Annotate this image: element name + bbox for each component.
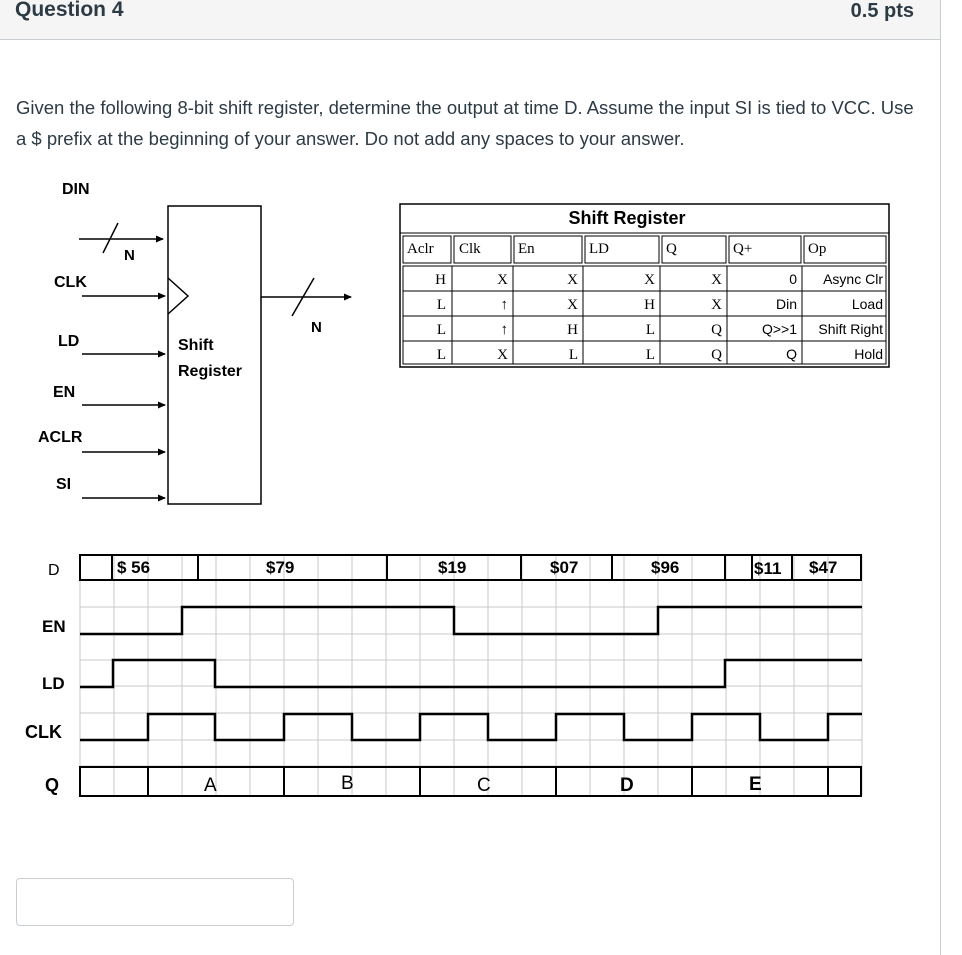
cell: L: [568, 347, 578, 363]
d-value: $79: [266, 558, 295, 577]
d-value: $07: [550, 558, 579, 577]
th-en: En: [518, 241, 535, 257]
timing-label-en: EN: [42, 617, 66, 636]
q-marker-a: A: [204, 775, 217, 796]
d-value: $47: [809, 558, 838, 577]
d-value: $96: [651, 558, 680, 577]
en-waveform: [80, 607, 862, 634]
cell: X: [711, 272, 722, 288]
cell: Q: [786, 346, 797, 362]
cell: L: [645, 347, 655, 363]
cell: Async Clr: [823, 271, 883, 287]
q-marker-c: C: [477, 775, 491, 796]
cell: X: [711, 297, 722, 313]
cell: X: [567, 297, 578, 313]
input-label-ld: LD: [58, 333, 80, 350]
input-label-aclr: ACLR: [38, 429, 83, 446]
cell: Din: [775, 296, 797, 312]
th-clk: Clk: [459, 241, 481, 257]
clk-waveform: [80, 714, 862, 740]
cell: Q>>1: [761, 321, 797, 337]
cell: X: [644, 272, 655, 288]
th-ld: LD: [589, 241, 609, 257]
timing-grid: [80, 555, 862, 796]
truth-table: [400, 204, 889, 367]
th-aclr: Aclr: [407, 241, 434, 257]
input-label-en: EN: [53, 384, 76, 401]
question-text: Given the following 8-bit shift register, determine the output at time D. Assume the input SI is tied to VCC. Use a $ prefix at the beginning of your answer. Do not add any spaces to your answer.: [16, 97, 914, 149]
cell: Hold: [854, 346, 883, 362]
block-label-line1: Shift: [178, 337, 214, 354]
cell: X: [497, 272, 508, 288]
cell: L: [645, 322, 655, 338]
question-points: 0.5 pts: [850, 0, 914, 22]
cell: L: [436, 347, 446, 363]
din-bus-slash: [103, 223, 118, 253]
d-value: $11: [754, 559, 782, 578]
answer-input[interactable]: [16, 878, 294, 926]
question-title: Question 4: [15, 0, 124, 21]
q-bus-timing: [80, 767, 861, 796]
cell: 0: [789, 271, 797, 287]
q-marker-b: B: [341, 773, 354, 794]
cell: L: [436, 322, 446, 338]
cell: Q: [711, 347, 722, 363]
cell: H: [567, 322, 578, 338]
q-marker-d: D: [620, 775, 634, 796]
input-label-si: SI: [56, 476, 72, 493]
table-title: Shift Register: [568, 208, 686, 228]
cell: X: [497, 347, 508, 363]
th-op: Op: [808, 241, 827, 257]
cell: Q: [711, 322, 722, 338]
din-label: DIN: [62, 181, 90, 198]
q-marker-e: E: [749, 774, 762, 795]
d-value: $ 56: [117, 558, 151, 577]
d-value: $19: [438, 558, 467, 577]
q-bus-width: N: [311, 319, 322, 336]
cell: H: [644, 297, 655, 313]
timing-label-d: D: [48, 562, 60, 579]
cell: Shift Right: [818, 321, 883, 337]
shift-register-block: [168, 206, 261, 504]
din-bus-width: N: [124, 247, 135, 264]
timing-label-ld: LD: [42, 674, 65, 693]
ld-waveform: [80, 660, 862, 687]
block-label-line2: Register: [178, 363, 243, 380]
d-bus: [80, 555, 861, 580]
cell: ↑: [500, 322, 508, 338]
timing-label-q: Q: [45, 775, 60, 795]
cell: L: [436, 297, 446, 313]
th-qplus: Q+: [733, 241, 753, 257]
cell: ↑: [500, 297, 508, 313]
cell: X: [567, 272, 578, 288]
th-q: Q: [666, 241, 677, 257]
cell: H: [435, 272, 446, 288]
timing-label-clk: CLK: [25, 722, 62, 742]
input-label-clk: CLK: [54, 274, 87, 291]
cell: Load: [851, 296, 883, 312]
